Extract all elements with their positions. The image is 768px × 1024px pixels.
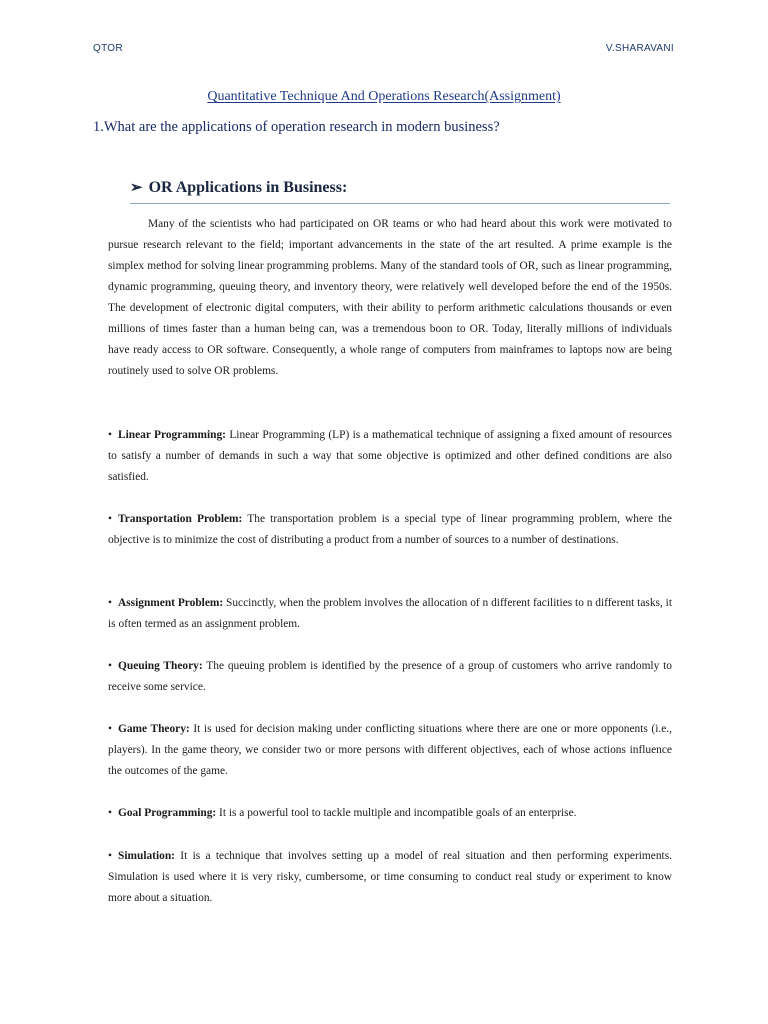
term-description: Succinctly, when the problem involves the allocation of n different facilities to n different tasks, it is often termed as an assignment problem. (108, 597, 672, 630)
term-label: Simulation: (118, 850, 175, 862)
intro-paragraph (108, 214, 672, 382)
list-item-linear-programming (108, 425, 672, 488)
arrow-bullet-icon: ➢ (130, 180, 143, 196)
term-label: Queuing Theory: (118, 660, 203, 672)
term-description: It is used for decision making under conflicting situations where there are one or more opponents (i.e., players). In the game theory, we consider two or more persons with different objectives, each of whose actions influence the outcomes of the game. (108, 723, 672, 777)
bullet-icon: • (108, 597, 112, 609)
list-item-transportation-problem (108, 509, 672, 551)
term-description: Linear Programming (LP) is a mathematical technique of assigning a fixed amount of resources to satisfy a number of demands in such a way that some objective is optimized and other defined conditions are also satisfied. (108, 429, 672, 483)
list-item-queuing-theory (108, 656, 672, 698)
list-item-assignment-problem (108, 593, 672, 635)
bullet-icon: • (108, 429, 112, 441)
bullet-icon: • (108, 807, 112, 819)
section-heading-text: OR Applications in Business: (148, 179, 348, 196)
intro-text: Many of the scientists who had participated on OR teams or who had heard about this work were motivated to pursue research relevant to the field; important advancements in the state of the art resulted. A prime example is the simplex method for solving linear programming problems. Many of the standard tools of OR, such as linear programming, dynamic programming, queuing theory, and inventory theory, were relatively well developed before the end of the 1950s. The development of electronic digital computers, with their ability to perform arithmetic calculations thousands or even millions of times faster than a human being can, was a tremendous boon to OR. Today, literally millions of individuals have ready access to OR software. Consequently, a whole range of computers from mainframes to laptops now are being routinely used to solve OR problems. (108, 218, 672, 377)
section-heading (130, 178, 670, 204)
term-description: The queuing problem is identified by the presence of a group of customers who arrive randomly to receive some service. (108, 660, 672, 693)
header-author-name: V.SHARAVANI (605, 43, 674, 54)
term-label: Goal Programming: (118, 807, 217, 819)
list-item-game-theory (108, 719, 672, 782)
term-description: It is a technique that involves setting up a model of real situation and then performing experiments. Simulation is used where it is very risky, cumbersome, or time consuming to conduct real study or experiment to know more about a situation. (108, 850, 672, 904)
term-label: Assignment Problem: (118, 597, 224, 609)
header-course-code: QTOR (93, 43, 123, 54)
term-label: Game Theory: (118, 723, 190, 735)
list-item-goal-programming (108, 803, 672, 824)
term-label: Linear Programming: (118, 429, 226, 441)
bullet-icon: • (108, 513, 112, 525)
question-text: 1.What are the applications of operation research in modern business? (93, 119, 500, 135)
term-description: It is a powerful tool to tackle multiple and incompatible goals of an enterprise. (219, 807, 577, 819)
bullet-icon: • (108, 723, 112, 735)
term-label: Transportation Problem: (118, 513, 243, 525)
bullet-icon: • (108, 850, 112, 862)
term-description: The transportation problem is a special type of linear programming problem, where the objective is to minimize the cost of distributing a product from a number of sources to a number of destinations. (108, 513, 672, 546)
bullet-icon: • (108, 660, 112, 672)
list-item-simulation (108, 846, 672, 909)
document-title: Quantitative Technique And Operations Research(Assignment) (207, 89, 561, 104)
